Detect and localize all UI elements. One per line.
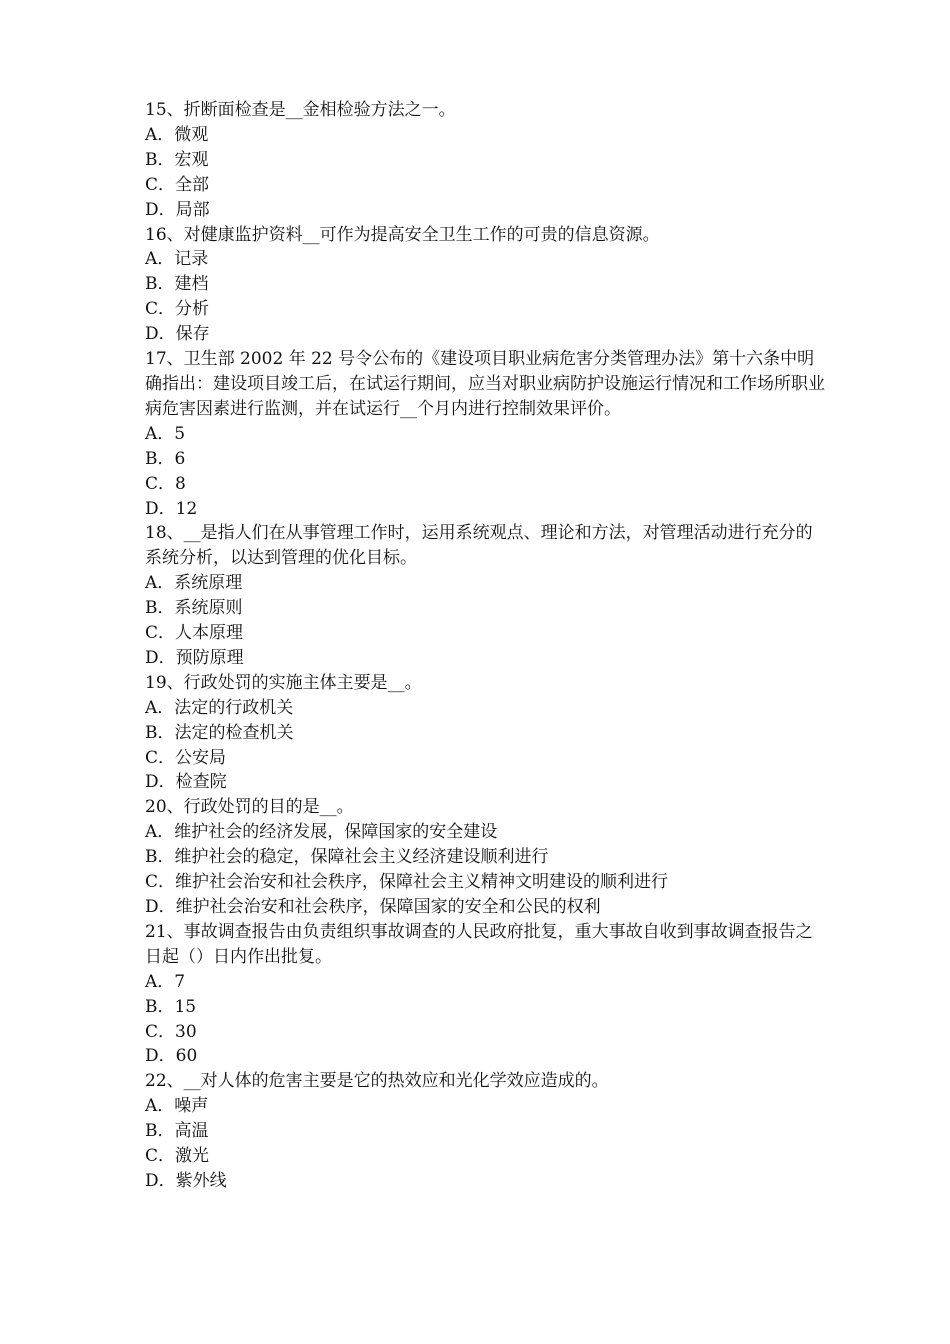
option-c: C．人本原理	[145, 623, 244, 644]
question-stem: 22、__对人体的危害主要是它的热效应和光化学效应造成的。	[145, 1071, 609, 1092]
option-list	[145, 123, 825, 223]
question-stem: 18、__是指人们在从事管理工作时，运用系统观点、理论和方法，对管理活动进行充分的系统分析，以达到管理的优化目标。	[145, 523, 813, 569]
option-c: C．分析	[145, 299, 210, 320]
option-b: B．高温	[145, 1121, 209, 1142]
option-list	[145, 1094, 825, 1194]
option-b: B．维护社会的稳定，保障社会主义经济建设顺利进行	[145, 847, 549, 868]
option-c: C．激光	[145, 1146, 210, 1167]
option-b: B．法定的检查机关	[145, 722, 294, 743]
option-c: C．公安局	[145, 747, 227, 768]
option-list	[145, 422, 825, 522]
option-d: D．维护社会治安和社会秩序，保障国家的安全和公民的权利	[145, 897, 601, 917]
option-b: B．系统原则	[145, 598, 243, 619]
option-list	[145, 696, 825, 796]
option-a: A．记录	[145, 249, 209, 270]
option-list	[145, 970, 825, 1070]
option-a: A．系统原理	[145, 573, 243, 594]
question-stem: 20、行政处罚的目的是__。	[145, 797, 354, 818]
question-stem: 17、卫生部 2002 年 22 号令公布的《建设项目职业病危害分类管理办法》第十六条中明确指出：建设项目竣工后，在试运行期间，应当对职业病防护设施运行情况和工作场所职业病危害因素进行监测，并在试运行__个月内进行控制效果评价。	[145, 349, 825, 419]
option-list	[145, 820, 825, 920]
option-d: D．60	[145, 1046, 198, 1067]
option-d: D．预防原理	[145, 647, 244, 668]
option-list	[145, 247, 825, 347]
option-a: A．5	[145, 423, 186, 444]
option-list	[145, 571, 825, 671]
option-c: C．维护社会治安和社会秩序，保障社会主义精神文明建设的顺利进行	[145, 872, 669, 893]
question-19	[145, 671, 825, 796]
option-d: D．检查院	[145, 772, 227, 793]
option-a: A．微观	[145, 124, 209, 145]
question-22	[145, 1069, 825, 1194]
option-c: C．全部	[145, 174, 210, 195]
question-21	[145, 920, 825, 1069]
option-a: A．法定的行政机关	[145, 697, 294, 718]
option-d: D．保存	[145, 324, 210, 345]
option-a: A．7	[145, 971, 186, 992]
question-17	[145, 347, 825, 521]
question-16	[145, 223, 825, 348]
option-b: B．建档	[145, 274, 209, 295]
question-15	[145, 98, 825, 223]
question-stem: 21、事故调查报告由负责组织事故调查的人民政府批复，重大事故自收到事故调查报告之日起（）日内作出批复。	[145, 921, 813, 967]
question-stem: 15、折断面检查是__金相检验方法之一。	[145, 100, 456, 120]
option-b: B．6	[145, 448, 186, 469]
question-stem: 16、对健康监护资料__可作为提高安全卫生工作的可贵的信息资源。	[145, 224, 660, 245]
option-d: D．12	[145, 498, 198, 519]
option-a: A．噪声	[145, 1096, 209, 1117]
question-18	[145, 521, 825, 670]
question-list	[145, 98, 825, 1194]
option-d: D．局部	[145, 199, 210, 220]
question-20	[145, 795, 825, 920]
option-b: B．宏观	[145, 149, 209, 170]
option-b: B．15	[145, 996, 197, 1017]
option-d: D．紫外线	[145, 1170, 227, 1191]
option-a: A．维护社会的经济发展，保障国家的安全建设	[145, 822, 498, 843]
option-c: C．30	[145, 1021, 197, 1042]
option-c: C．8	[145, 473, 186, 494]
question-stem: 19、行政处罚的实施主体主要是__。	[145, 672, 422, 693]
